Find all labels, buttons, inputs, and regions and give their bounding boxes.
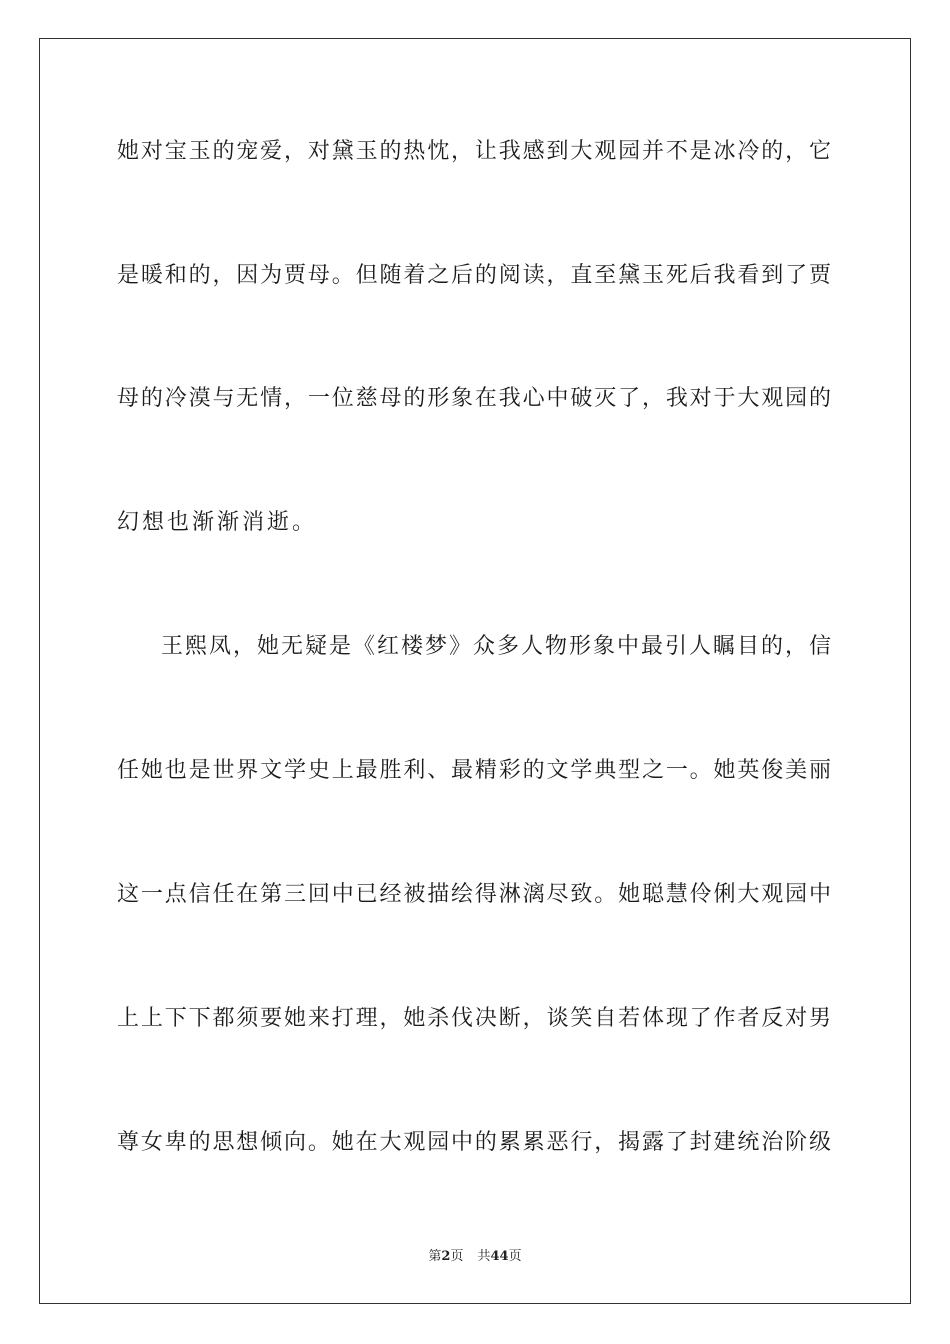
page-prefix: 第 xyxy=(428,1249,442,1264)
text-line-5: 王熙凤，她无疑是《红楼梦》众多人物形象中最引人瞩目的，信 xyxy=(161,634,831,659)
text-line-2: 是暖和的，因为贾母。但随着之后的阅读，直至黛玉死后我看到了贾 xyxy=(117,263,831,288)
page-suffix: 页 xyxy=(450,1249,464,1264)
page-footer xyxy=(0,1248,950,1266)
total-pages: 44 xyxy=(490,1249,509,1264)
page-border xyxy=(39,38,911,1304)
text-line-4: 幻想也渐渐消逝。 xyxy=(117,510,318,535)
text-line-6: 任她也是世界文学史上最胜利、最精彩的文学典型之一。她英俊美丽 xyxy=(117,758,831,783)
text-line-3: 母的冷漠与无情，一位慈母的形象在我心中破灭了，我对于大观园的 xyxy=(117,386,831,411)
page-number: 2 xyxy=(441,1249,451,1264)
text-line-1: 她对宝玉的宠爱，对黛玉的热忱，让我感到大观园并不是冰冷的，它 xyxy=(117,139,831,164)
text-line-9: 尊女卑的思想倾向。她在大观园中的累累恶行，揭露了封建统治阶级 xyxy=(117,1130,831,1155)
text-line-7: 这一点信任在第三回中已经被描绘得淋漓尽致。她聪慧伶俐大观园中 xyxy=(117,882,831,907)
total-prefix: 共 xyxy=(477,1249,491,1264)
total-suffix: 页 xyxy=(508,1249,522,1264)
text-line-8: 上上下下都须要她来打理，她杀伐决断，谈笑自若体现了作者反对男 xyxy=(117,1006,831,1031)
